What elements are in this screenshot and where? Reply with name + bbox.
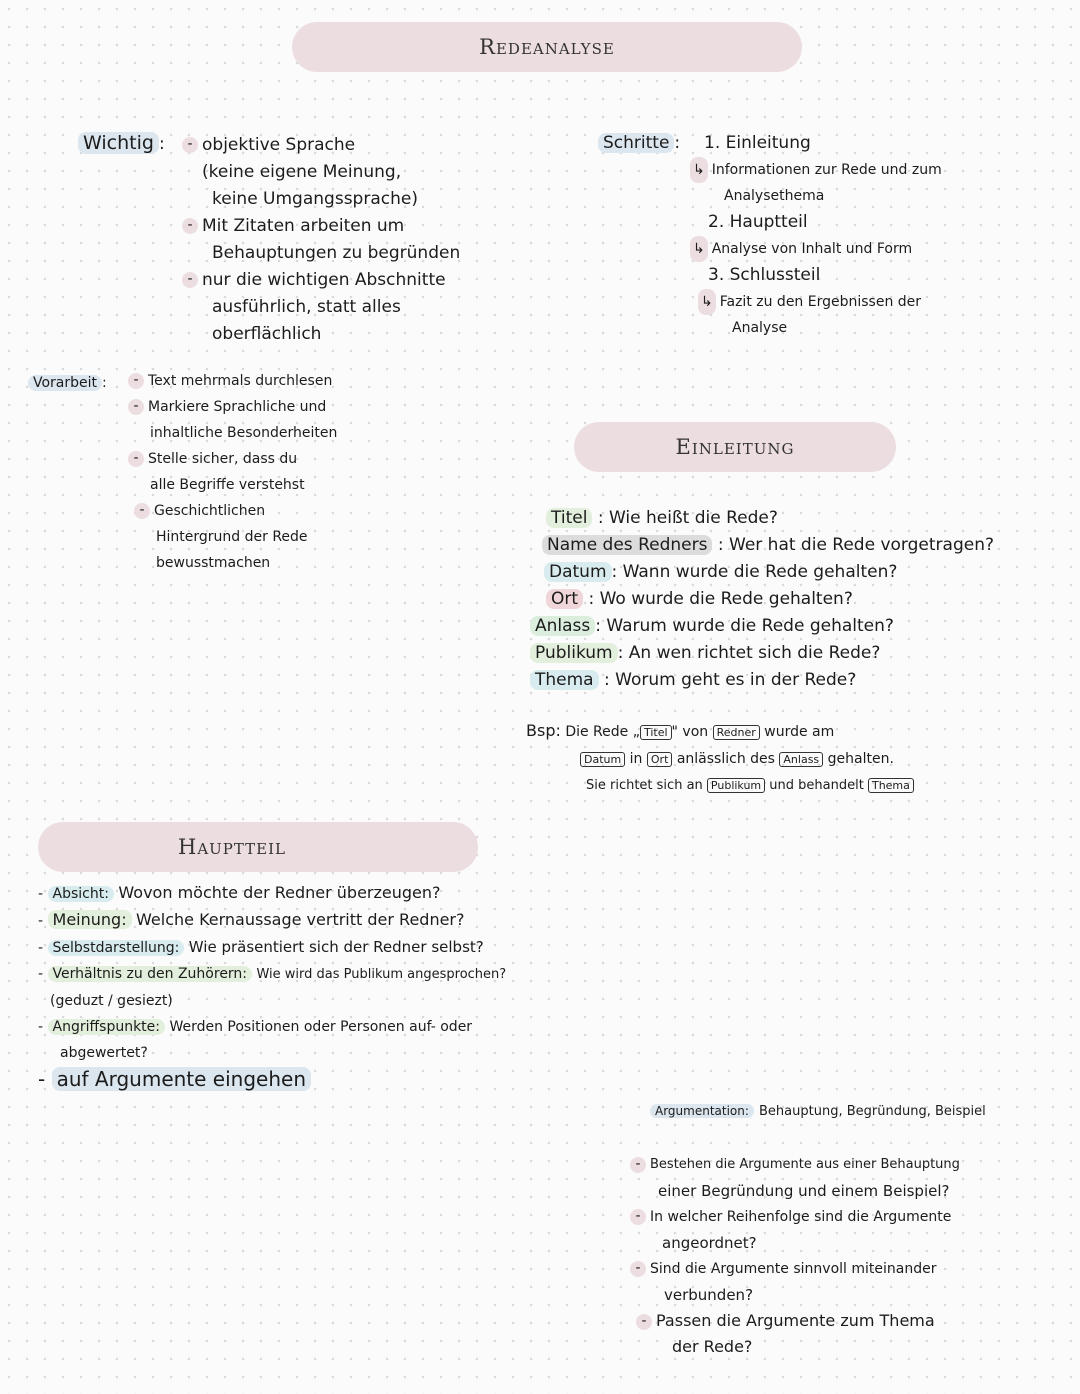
einleitung-heading: Einleitung: [675, 435, 795, 459]
list-item: (keine eigene Meinung,: [202, 162, 402, 182]
list-item: - Sind die Argumente sinnvoll miteinander: [630, 1256, 960, 1282]
list-item: - Passen die Argumente zum Thema: [630, 1308, 960, 1334]
tag-titel: Titel: [640, 725, 672, 740]
vorarbeit-label: Vorarbeit: [28, 375, 102, 391]
hauptteil-heading: Hauptteil: [178, 835, 287, 859]
list-item: - Absicht: Wovon möchte der Redner überzeugen?: [38, 883, 441, 902]
step-title: 2. Hauptteil: [708, 212, 808, 232]
einleitung-row: Ort : Wo wurde die Rede gehalten?: [530, 586, 994, 613]
list-item: alle Begriffe verstehst: [150, 477, 305, 493]
list-item: inhaltliche Besonderheiten: [150, 425, 338, 441]
einleitung-row: Titel : Wie heißt die Rede?: [530, 505, 994, 532]
arrow-icon: ↳: [690, 157, 708, 183]
schritte-list: [690, 130, 942, 341]
list-item: - In welcher Reihenfolge sind die Argumente: [630, 1204, 960, 1230]
wichtig-section: Wichtig :: [78, 130, 165, 158]
tag-thema: Thema: [868, 778, 914, 793]
tag-datum: Datum: [580, 752, 625, 767]
list-item: - Verhältnis zu den Zuhörern: Wie wird das Publikum angesprochen?: [38, 966, 507, 982]
einleitung-row: Name des Redners : Wer hat die Rede vorgetragen?: [530, 532, 994, 559]
list-item: verbunden?: [664, 1286, 754, 1304]
einleitung-row: Anlass : Warum wurde die Rede gehalten?: [530, 613, 994, 640]
schritte-section: Schritte :: [598, 130, 680, 157]
list-item: - Text mehrmals durchlesen: [128, 368, 337, 394]
einleitung-list: [530, 505, 994, 694]
list-item: - Markiere Sprachliche und: [128, 394, 337, 420]
argumentation-label: Argumentation:: [650, 1104, 754, 1118]
vorarbeit-list: [128, 368, 337, 576]
step-title: 3. Schlussteil: [708, 265, 821, 285]
list-item: keine Umgangssprache): [212, 189, 418, 209]
step-detail: ↳ Fazit zu den Ergebnissen der: [690, 289, 942, 315]
list-item: - Stelle sicher, dass du: [128, 446, 337, 472]
argumentation-list: [630, 1152, 960, 1360]
hauptteil-list: [38, 880, 506, 1093]
list-item: Behauptungen zu begründen: [212, 243, 461, 263]
page-title: Redeanalyse: [479, 35, 615, 59]
beispiel-label: Bsp:: [526, 721, 561, 740]
list-item: - objektive Sprache: [182, 132, 460, 159]
einleitung-row: Thema : Worum geht es in der Rede?: [530, 667, 994, 694]
title-pill: [292, 22, 802, 72]
arrow-icon: ↳: [698, 289, 716, 315]
list-item: (geduzt / gesiezt): [50, 993, 173, 1009]
list-item: oberflächlich: [212, 324, 322, 344]
einleitung-row: Publikum : An wen richtet sich die Rede?: [530, 640, 994, 667]
list-item: - Mit Zitaten arbeiten um: [182, 213, 460, 240]
tag-ort: Ort: [647, 752, 673, 767]
step-detail: Analyse: [732, 320, 788, 336]
list-item: der Rede?: [672, 1337, 753, 1356]
list-item: - Angriffspunkte: Werden Positionen oder Personen auf- oder: [38, 1019, 473, 1035]
step-detail: ↳ Informationen zur Rede und zum: [690, 157, 942, 183]
list-item: - auf Argumente eingehen: [38, 1066, 506, 1093]
wichtig-label: Wichtig: [78, 132, 159, 154]
step-detail: ↳ Analyse von Inhalt und Form: [690, 236, 942, 262]
list-item: ausführlich, statt alles: [212, 297, 401, 317]
arrow-icon: ↳: [690, 236, 708, 262]
list-item: Hintergrund der Rede: [156, 529, 308, 545]
list-item: bewusstmachen: [156, 555, 271, 571]
list-item: angeordnet?: [662, 1234, 757, 1252]
list-item: - nur die wichtigen Abschnitte: [182, 267, 460, 294]
list-item: - Geschichtlichen: [128, 498, 337, 524]
hauptteil-pill: [38, 822, 478, 872]
tag-publikum: Publikum: [707, 778, 765, 793]
schritte-label: Schritte: [598, 133, 674, 153]
step-detail: Analysethema: [724, 188, 825, 204]
vorarbeit-section: Vorarbeit :: [28, 370, 107, 396]
list-item: einer Begründung und einem Beispiel?: [658, 1182, 950, 1200]
list-item: abgewertet?: [60, 1045, 148, 1061]
step-title: 1. Einleitung: [704, 133, 811, 153]
list-item: - Bestehen die Argumente aus einer Behauptung: [630, 1152, 960, 1178]
wichtig-list: [182, 132, 460, 348]
tag-anlass: Anlass: [779, 752, 823, 767]
list-item: - Selbstdarstellung: Wie präsentiert sich der Redner selbst?: [38, 938, 484, 956]
argumentation-section: Argumentation: Behauptung, Begründung, Beispiel: [650, 1098, 986, 1125]
einleitung-pill: [574, 422, 896, 472]
einleitung-row: Datum : Wann wurde die Rede gehalten?: [530, 559, 994, 586]
list-item: - Meinung: Welche Kernaussage vertritt der Redner?: [38, 910, 465, 929]
tag-redner: Redner: [713, 725, 760, 740]
beispiel-block: Bsp: Die Rede „ Titel " von Redner wurde am Datum in Ort anlässlich des Anlass gehalten. Sie richtet sich an Publikum und behandelt Thema: [526, 718, 914, 799]
